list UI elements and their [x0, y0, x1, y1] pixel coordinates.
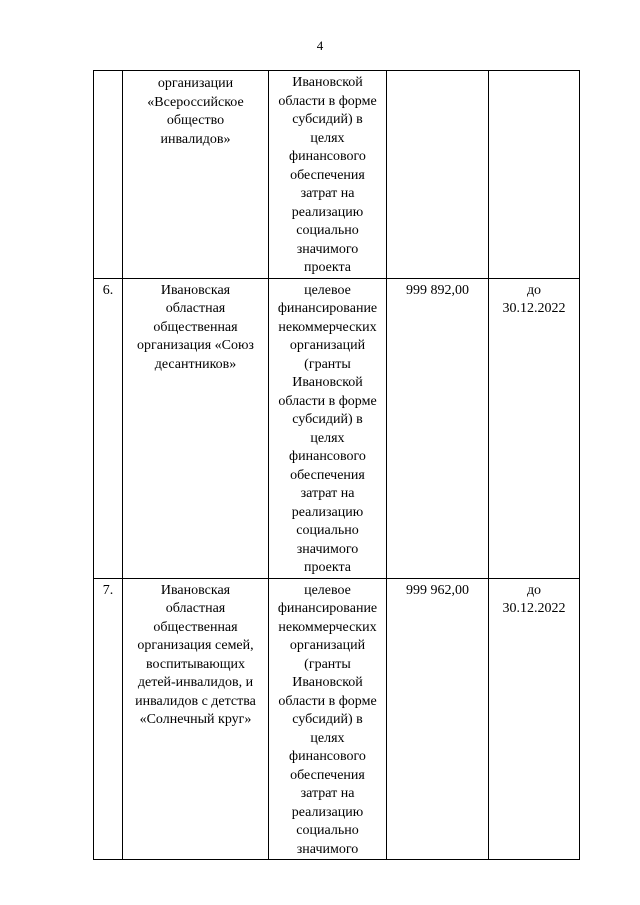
amount-cell: [387, 278, 489, 578]
table-row: [94, 71, 580, 279]
grant-amount: 999 962,00: [406, 582, 469, 598]
grants-table: [93, 70, 580, 860]
row-number-cell: [94, 71, 123, 279]
amount-cell: [387, 71, 489, 279]
row-number-cell: [94, 578, 123, 860]
organization-cell: [123, 578, 269, 860]
deadline-cell: [489, 71, 580, 279]
row-number: 7.: [102, 582, 114, 598]
purpose-cell: [269, 278, 387, 578]
table-row: [94, 278, 580, 578]
grant-purpose: целевое финансирование некоммерческих организаций (гранты Ивановской области в форме субсидий) в целях финансового обеспечения затрат на реализацию социально значимого проекта: [277, 282, 378, 575]
deadline-cell: [489, 278, 580, 578]
organization-cell: [123, 278, 269, 578]
row-number-cell: [94, 278, 123, 578]
organization-name: организации «Всероссийское общество инвалидов»: [147, 76, 244, 147]
purpose-cell: [269, 578, 387, 860]
page-number: 4: [316, 38, 324, 53]
row-number: 6.: [102, 282, 114, 298]
amount-cell: [387, 578, 489, 860]
organization-name: Ивановская областная общественная организация семей, воспитывающих детей-инвалидов, и инвалидов с детства «Солнечный круг»: [135, 582, 256, 727]
organization-name: Ивановская областная общественная организация «Союз десантников»: [137, 282, 254, 372]
grant-amount: 999 892,00: [406, 282, 469, 298]
deadline: до 30.12.2022: [502, 282, 566, 316]
organization-cell: [123, 71, 269, 279]
purpose-cell: [269, 71, 387, 279]
grant-purpose: целевое финансирование некоммерческих организаций (гранты Ивановской области в форме субсидий) в целях финансового обеспечения затрат на реализацию социально значимого: [277, 582, 378, 857]
deadline-cell: [489, 578, 580, 860]
deadline: до 30.12.2022: [502, 582, 566, 616]
grant-purpose: Ивановской области в форме субсидий) в целях финансового обеспечения затрат на реализацию социально значимого проекта: [278, 75, 377, 275]
table-row: [94, 578, 580, 860]
